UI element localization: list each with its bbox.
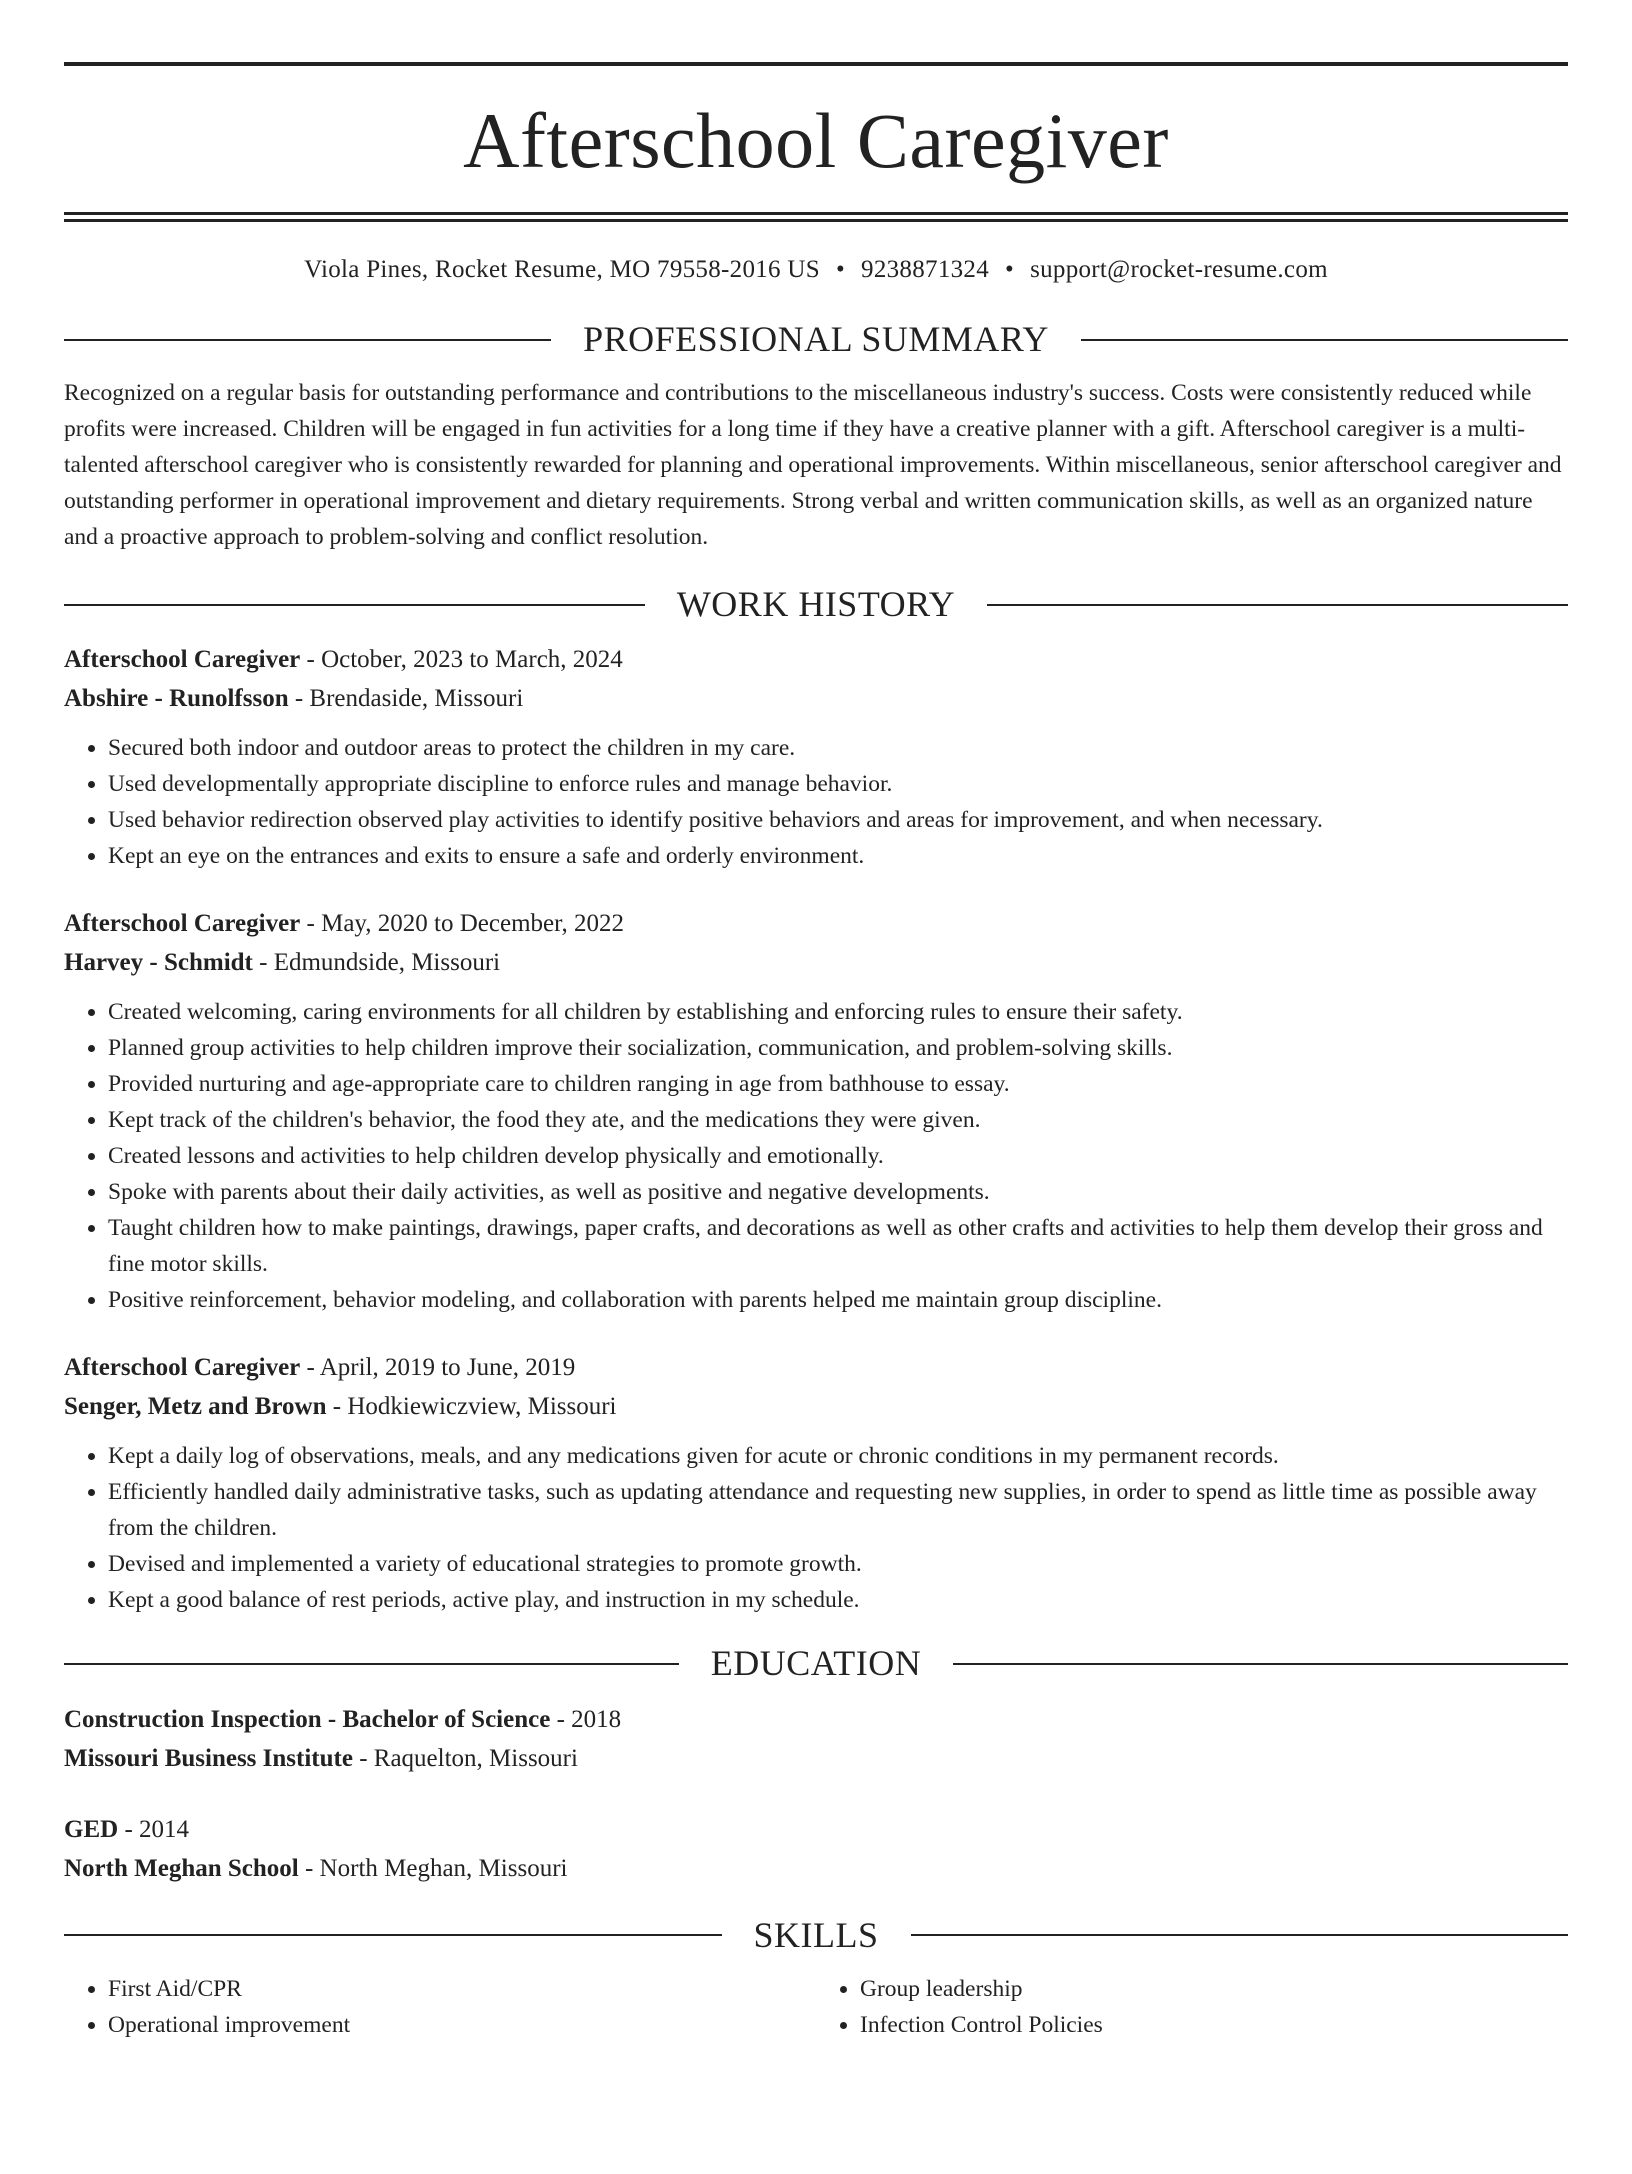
heading-rule-right — [1081, 339, 1568, 341]
education-degree: GED — [64, 1815, 119, 1843]
education-school: Missouri Business Institute — [64, 1744, 353, 1772]
job-title: Afterschool Caregiver — [64, 646, 301, 674]
list-item: • Devised and implemented a variety of educational strategies to promote growth. — [108, 1546, 1568, 1582]
list-item: • Taught children how to make paintings, drawings, paper crafts, and decorations as well as other crafts and activities to help them develop their gross and fine motor skills. — [108, 1210, 1568, 1282]
work-history-heading — [64, 583, 1568, 626]
heading-rule-right — [987, 604, 1568, 606]
contact-separator: • — [835, 256, 846, 283]
list-item: • Kept a daily log of observations, meals, and any medications given for acute or chronic conditions in my permanent records. — [108, 1438, 1568, 1474]
job-company-line — [64, 679, 1568, 718]
contact-separator: • — [1005, 256, 1015, 283]
heading-rule-right — [911, 1934, 1569, 1936]
education-degree-line — [64, 1810, 1568, 1849]
contact-line — [64, 256, 1568, 284]
list-item: • Positive reinforcement, behavior modeling, and collaboration with parents helped me maintain group discipline. — [108, 1282, 1568, 1318]
heading-rule-left — [64, 1663, 679, 1665]
job-location: - Edmundside, Missouri — [252, 949, 501, 977]
summary-text: Recognized on a regular basis for outstanding performance and contributions to the miscellaneous industry's success. Costs were consistently reduced while profits were increased. Children will be engaged in fun activities for a long time if they have a creative planner with a gift. Afterschool caregiver is a multi-talented afterschool caregiver who is consistently rewarded for planning and operational improvements. Within miscellaneous, senior afterschool caregiver and outstanding performer in operational improvement and dietary requirements. Strong verbal and written communication skills, as well as an organized nature and a proactive approach to problem-solving and conflict resolution. — [64, 380, 1562, 551]
heading-rule-left — [64, 604, 645, 606]
list-item: • Created lessons and activities to help children develop physically and emotionally. — [108, 1138, 1568, 1174]
job-company-line — [64, 1387, 1568, 1426]
education-heading-title: EDUCATION — [710, 1643, 922, 1684]
education-location: - Raquelton, Missouri — [352, 1744, 578, 1772]
list-item: • Created welcoming, caring environments for all children by establishing and enforcing rules to ensure their safety. — [108, 994, 1568, 1030]
job-dates: - May, 2020 to December, 2022 — [300, 910, 624, 938]
top-rule — [64, 62, 1568, 66]
education-entry — [64, 1700, 1568, 1778]
list-item: • Provided nurturing and age-appropriate care to children ranging in age from bathhouse to essay. — [108, 1066, 1568, 1102]
skills-column-right — [816, 1971, 1568, 2043]
education-location: - North Meghan, Missouri — [298, 1854, 568, 1882]
summary-heading — [64, 318, 1568, 361]
summary-heading-title: PROFESSIONAL SUMMARY — [583, 319, 1049, 359]
contact-phone: 9238871324 — [861, 256, 990, 283]
job-dates: - October, 2023 to March, 2024 — [300, 646, 623, 674]
resume-name: Afterschool Caregiver — [463, 97, 1169, 184]
education-degree: Construction Inspection - Bachelor of Science — [64, 1705, 551, 1733]
job-dates: - April, 2019 to June, 2019 — [300, 1354, 576, 1382]
list-item: • Secured both indoor and outdoor areas to protect the children in my care. — [108, 730, 1568, 766]
heading-rule-left — [64, 1934, 722, 1936]
list-item: • Spoke with parents about their daily activities, as well as positive and negative developments. — [108, 1174, 1568, 1210]
heading-rule-left — [64, 339, 551, 341]
job-title-line — [64, 640, 1568, 679]
resume-page — [0, 62, 1632, 2174]
job-title: Afterschool Caregiver — [64, 1354, 301, 1382]
job-company: Senger, Metz and Brown — [64, 1393, 327, 1421]
list-item: • Kept a good balance of rest periods, active play, and instruction in my schedule. — [108, 1582, 1568, 1618]
job-entry — [64, 1348, 1568, 1618]
job-company: Abshire - Runolfsson — [64, 685, 289, 713]
education-year: - 2014 — [118, 1815, 190, 1843]
list-item: • Operational improvement — [108, 2007, 816, 2043]
job-title: Afterschool Caregiver — [64, 910, 301, 938]
education-school: North Meghan School — [64, 1854, 299, 1882]
name-double-rule — [64, 212, 1568, 222]
education-heading — [64, 1642, 1568, 1685]
job-bullets — [64, 1438, 1568, 1618]
education-degree-line — [64, 1700, 1568, 1739]
list-item: • Used behavior redirection observed play activities to identify positive behaviors and areas for improvement, and when necessary. — [108, 802, 1568, 838]
contact-email[interactable]: support@rocket-resume.com — [1030, 256, 1328, 283]
job-bullets — [64, 994, 1568, 1318]
education-year: - 2018 — [550, 1705, 622, 1733]
job-entry — [64, 904, 1568, 1318]
job-title-line — [64, 904, 1568, 943]
skills-column-left — [64, 1971, 816, 2043]
skills-list — [64, 1971, 1568, 2043]
job-location: - Hodkiewiczview, Missouri — [326, 1393, 617, 1421]
education-school-line — [64, 1739, 1568, 1778]
skills-heading — [64, 1914, 1568, 1957]
job-company-line — [64, 943, 1568, 982]
skills-heading-title: SKILLS — [753, 1914, 879, 1955]
list-item: • Used developmentally appropriate discipline to enforce rules and manage behavior. — [108, 766, 1568, 802]
job-bullets — [64, 730, 1568, 874]
heading-rule-right — [953, 1663, 1568, 1665]
contact-address: Viola Pines, Rocket Resume, MO 79558-2016 US — [304, 256, 820, 283]
job-location: - Brendaside, Missouri — [288, 685, 524, 713]
list-item: • Group leadership — [860, 1971, 1568, 2007]
education-entry — [64, 1810, 1568, 1888]
education-school-line — [64, 1849, 1568, 1888]
list-item: • Efficiently handled daily administrative tasks, such as updating attendance and requesting new supplies, in order to spend as little time as possible away from the children. — [108, 1474, 1568, 1546]
job-title-line — [64, 1348, 1568, 1387]
work-history-heading-title: WORK HISTORY — [676, 584, 956, 625]
list-item: • Infection Control Policies — [860, 2007, 1568, 2043]
list-item: • Planned group activities to help children improve their socialization, communication, and problem-solving skills. — [108, 1030, 1568, 1066]
list-item: • Kept track of the children's behavior, the food they ate, and the medications they were given. — [108, 1102, 1568, 1138]
list-item: • First Aid/CPR — [108, 1971, 816, 2007]
list-item: • Kept an eye on the entrances and exits to ensure a safe and orderly environment. — [108, 838, 1568, 874]
job-entry — [64, 640, 1568, 874]
job-company: Harvey - Schmidt — [64, 949, 253, 977]
